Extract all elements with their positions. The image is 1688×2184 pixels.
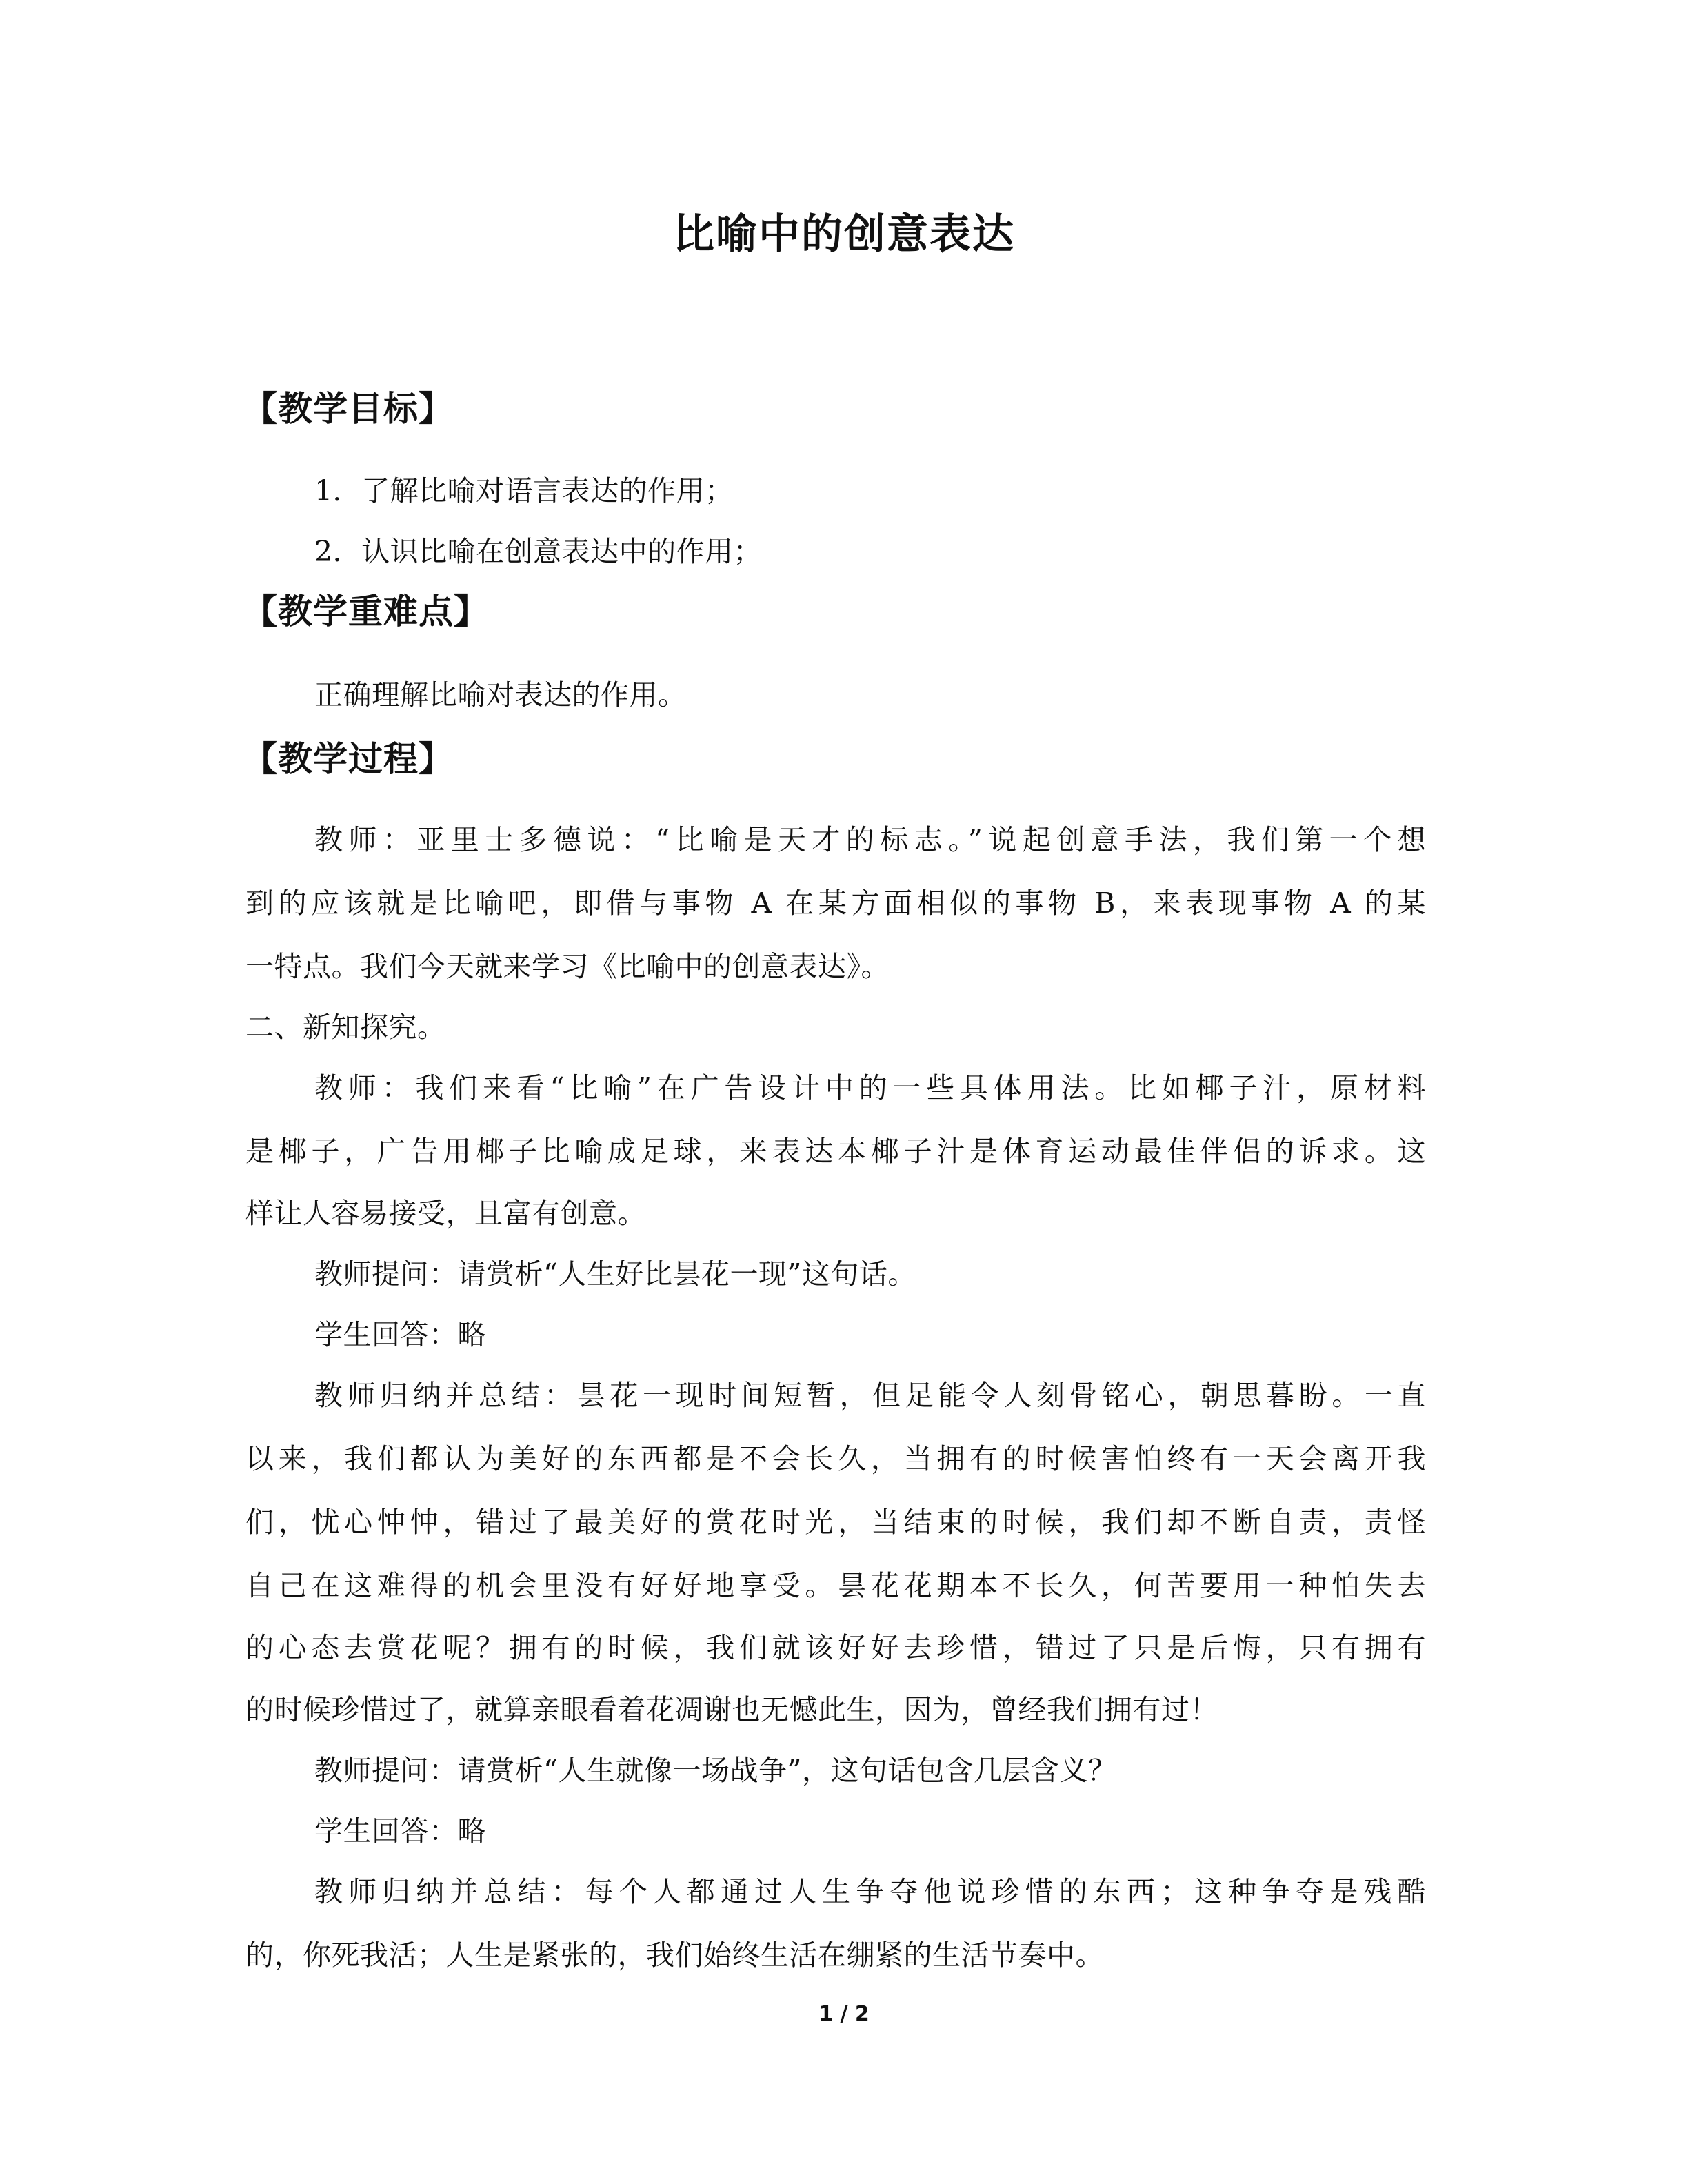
student-answer: 学生回答：略	[314, 1814, 486, 1848]
objective-item-2: 2．认识比喻在创意表达中的作用；	[314, 535, 763, 568]
teacher-question: 教师提问：请赏析“人生就像一场战争”，这句话包含几层含义？	[314, 1754, 1117, 1787]
paragraph-line: 教师归纳并总结：昙花一现时间短暂，但足能令人刻骨铭心，朝思暮盼。一直	[314, 1379, 1426, 1412]
paragraph-line: 的时候珍惜过了，就算亲眼看着花凋谢也无憾此生，因为，曾经我们拥有过！	[245, 1693, 1218, 1726]
paragraph-line: 们，忧心忡忡，错过了最美好的赏花时光，当结束的时候，我们却不断自责，责怪	[245, 1506, 1426, 1539]
paragraph-line: 的，你死我活；人生是紧张的，我们始终生活在绷紧的生活节奏中。	[245, 1939, 1104, 1972]
paragraph-line: 自己在这难得的机会里没有好好地享受。昙花花期本不长久，何苦要用一种怕失去	[245, 1569, 1426, 1602]
paragraph-line: 教师归纳并总结：每个人都通过人生争夺他说珍惜的东西；这种争夺是残酷	[314, 1875, 1426, 1908]
page-title: 比喻中的创意表达	[673, 210, 1015, 259]
subsection-label: 二、新知探究。	[245, 1011, 446, 1044]
paragraph-line: 教师：亚里士多德说：“比喻是天才的标志。”说起创意手法，我们第一个想	[314, 823, 1426, 856]
teacher-question: 教师提问：请赏析“人生好比昙花一现”这句话。	[314, 1257, 916, 1291]
heading-process: 【教学过程】	[243, 739, 454, 779]
heading-key-points: 【教学重难点】	[243, 592, 489, 631]
paragraph-line: 样让人容易接受，且富有创意。	[245, 1197, 646, 1230]
paragraph-line: 是椰子，广告用椰子比喻成足球，来表达本椰子汁是体育运动最佳伴侣的诉求。这	[245, 1135, 1426, 1168]
student-answer: 学生回答：略	[314, 1318, 486, 1351]
page-number: 1 / 2	[818, 2002, 870, 2026]
paragraph-line: 以来，我们都认为美好的东西都是不会长久，当拥有的时候害怕终有一天会离开我	[245, 1442, 1426, 1475]
paragraph-line: 教师：我们来看“比喻”在广告设计中的一些具体用法。比如椰子汁，原材料	[314, 1071, 1426, 1104]
heading-objectives: 【教学目标】	[243, 389, 454, 429]
key-points-text: 正确理解比喻对表达的作用。	[314, 678, 687, 711]
objective-item-1: 1．了解比喻对语言表达的作用；	[314, 474, 734, 507]
paragraph-line: 的心态去赏花呢？拥有的时候，我们就该好好去珍惜，错过了只是后悔，只有拥有	[245, 1631, 1426, 1664]
paragraph-line: 一特点。我们今天就来学习《比喻中的创意表达》。	[245, 950, 890, 983]
paragraph-line: 到的应该就是比喻吧，即借与事物 A 在某方面相似的事物 B，来表现事物 A 的某	[245, 887, 1426, 920]
